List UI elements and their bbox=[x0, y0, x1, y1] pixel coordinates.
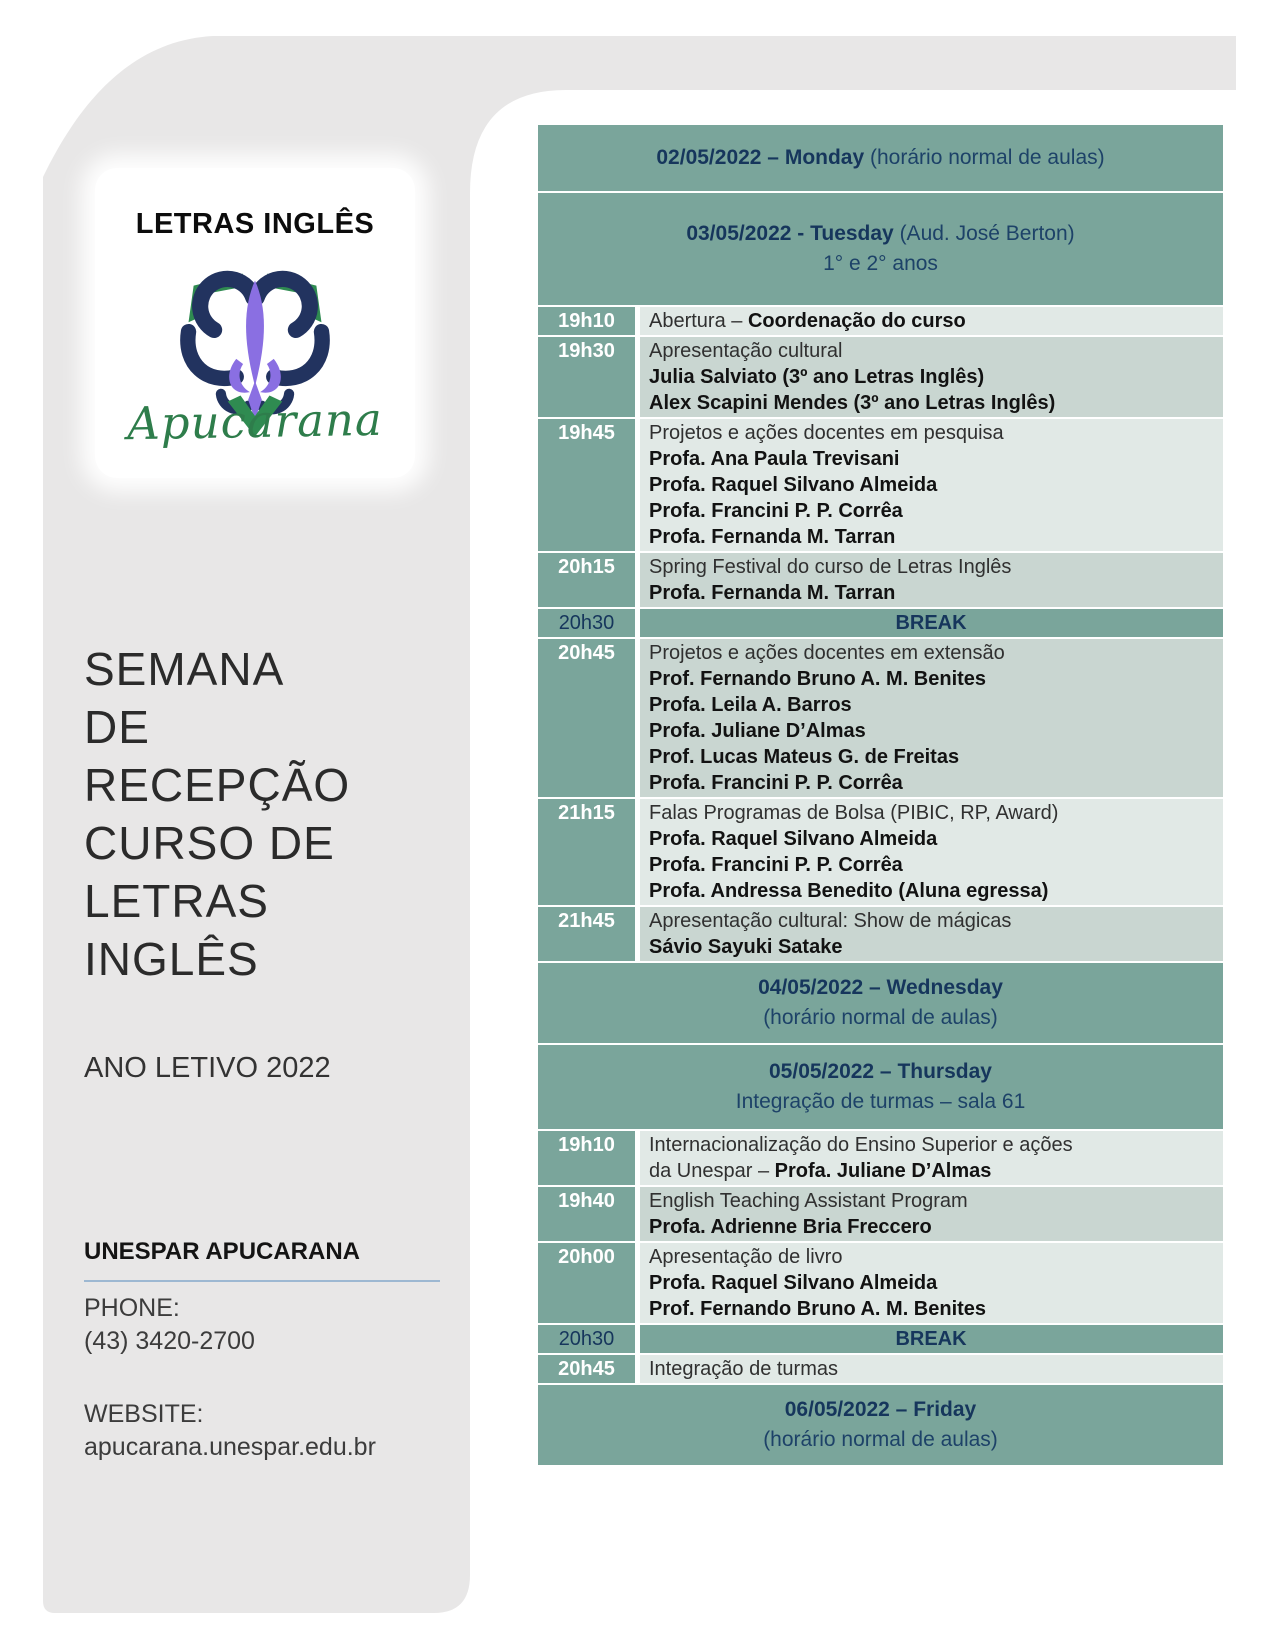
phone-block bbox=[84, 1292, 255, 1358]
row-line bbox=[649, 420, 1213, 446]
text-bold: Profa. Francini P. P. Corrêa bbox=[649, 500, 903, 522]
row-line bbox=[649, 1296, 1213, 1322]
schedule-row bbox=[538, 307, 1223, 335]
page-title bbox=[84, 640, 350, 988]
text-bold: 06/05/2022 – Friday bbox=[784, 1398, 977, 1421]
text-regular: Apresentação cultural: Show de mágicas bbox=[649, 910, 1012, 932]
text-regular: (Aud. José Berton) bbox=[893, 222, 1075, 245]
row-line bbox=[649, 498, 1213, 524]
website-url: apucarana.unespar.edu.br bbox=[84, 1433, 376, 1461]
row-line bbox=[649, 554, 1213, 580]
time-cell: 20h30 bbox=[538, 1325, 635, 1353]
row-line bbox=[649, 1132, 1213, 1158]
row-line bbox=[649, 826, 1213, 852]
text-bold: Sávio Sayuki Satake bbox=[649, 936, 843, 958]
day-header-line bbox=[763, 1425, 998, 1455]
day-header bbox=[538, 1385, 1223, 1465]
phone-label: PHONE: bbox=[84, 1294, 180, 1322]
row-line bbox=[649, 744, 1213, 770]
page-title-line: CURSO DE bbox=[84, 817, 335, 869]
schedule bbox=[538, 125, 1223, 1465]
time-cell: 21h45 bbox=[538, 907, 635, 961]
row-line bbox=[649, 1158, 1213, 1184]
row-line bbox=[649, 800, 1213, 826]
text-bold: 02/05/2022 – Monday bbox=[656, 146, 865, 169]
day-header-line bbox=[769, 1057, 992, 1087]
text-bold: Profa. Ana Paula Trevisani bbox=[649, 448, 900, 470]
text-bold: Prof. Fernando Bruno A. M. Benites bbox=[649, 668, 987, 690]
page-title-line: DE bbox=[84, 701, 150, 753]
text-regular: Integração de turmas – sala 61 bbox=[735, 1090, 1026, 1113]
text-regular: da Unespar – bbox=[649, 1160, 775, 1182]
schedule-row bbox=[538, 639, 1223, 797]
row-content bbox=[640, 419, 1223, 551]
row-line bbox=[649, 770, 1213, 796]
text-regular: Abertura – bbox=[649, 310, 748, 332]
row-line bbox=[649, 1244, 1213, 1270]
logo-script-apucarana: Apucarana bbox=[126, 392, 384, 451]
row-line bbox=[649, 364, 1213, 390]
text-regular: Projetos e ações docentes em pesquisa bbox=[649, 422, 1004, 444]
page-title-line: INGLÊS bbox=[84, 933, 259, 985]
time-cell: 20h45 bbox=[538, 1355, 635, 1383]
row-line bbox=[649, 390, 1213, 416]
schedule-row bbox=[538, 1355, 1223, 1383]
time-cell: 20h45 bbox=[538, 639, 635, 797]
day-header-line bbox=[656, 143, 1104, 173]
time-cell: 20h00 bbox=[538, 1243, 635, 1323]
time-cell: 19h40 bbox=[538, 1187, 635, 1241]
text-regular: Integração de turmas bbox=[649, 1358, 838, 1380]
text-bold: Alex Scapini Mendes (3º ano Letras Inglês) bbox=[649, 392, 1056, 414]
text-bold: Profa. Francini P. P. Corrêa bbox=[649, 854, 903, 876]
row-content bbox=[640, 337, 1223, 417]
break-row bbox=[538, 609, 1223, 637]
page-title-line: RECEPÇÃO bbox=[84, 759, 351, 811]
text-regular: 1° e 2° anos bbox=[823, 252, 938, 275]
row-line bbox=[649, 878, 1213, 904]
row-content bbox=[640, 799, 1223, 905]
text-bold: Profa. Raquel Silvano Almeida bbox=[649, 828, 938, 850]
text-bold: Profa. Fernanda M. Tarran bbox=[649, 582, 896, 604]
row-line bbox=[649, 718, 1213, 744]
text-regular: Apresentação de livro bbox=[649, 1246, 843, 1268]
time-cell: 19h10 bbox=[538, 1131, 635, 1185]
time-cell: 21h15 bbox=[538, 799, 635, 905]
row-line bbox=[649, 446, 1213, 472]
row-line bbox=[649, 852, 1213, 878]
website-block bbox=[84, 1398, 376, 1464]
time-cell: 19h10 bbox=[538, 307, 635, 335]
schedule-row bbox=[538, 419, 1223, 551]
row-content bbox=[640, 907, 1223, 961]
page-title-line: SEMANA bbox=[84, 643, 285, 695]
time-cell: 20h30 bbox=[538, 609, 635, 637]
day-header bbox=[538, 963, 1223, 1043]
text-regular: (horário normal de aulas) bbox=[763, 1428, 998, 1451]
schedule-row bbox=[538, 553, 1223, 607]
logo-title: LETRAS INGLÊS bbox=[135, 208, 375, 240]
row-content bbox=[640, 1131, 1223, 1185]
day-header-line bbox=[785, 1395, 976, 1425]
text-bold: Profa. Fernanda M. Tarran bbox=[649, 526, 896, 548]
break-row bbox=[538, 1325, 1223, 1353]
day-header bbox=[538, 1045, 1223, 1129]
text-bold: Julia Salviato (3º ano Letras Inglês) bbox=[649, 366, 985, 388]
academic-year-subtitle: ANO LETIVO 2022 bbox=[84, 1052, 331, 1084]
row-line bbox=[649, 1270, 1213, 1296]
row-content bbox=[640, 1355, 1223, 1383]
text-regular: Apresentação cultural bbox=[649, 340, 843, 362]
text-bold: Profa. Juliane D’Almas bbox=[649, 720, 866, 742]
time-cell: 19h45 bbox=[538, 419, 635, 551]
text-regular: (horário normal de aulas) bbox=[864, 146, 1105, 169]
text-bold: 04/05/2022 – Wednesday bbox=[758, 976, 1003, 999]
text-regular: Falas Programas de Bolsa (PIBIC, RP, Award) bbox=[649, 802, 1059, 824]
row-line bbox=[649, 338, 1213, 364]
row-content bbox=[640, 1243, 1223, 1323]
phone-number: (43) 3420-2700 bbox=[84, 1327, 255, 1355]
text-bold: 03/05/2022 - Tuesday bbox=[686, 222, 894, 245]
row-content bbox=[640, 307, 1223, 335]
org-name: UNESPAR APUCARANA bbox=[84, 1238, 440, 1282]
text-bold: Profa. Francini P. P. Corrêa bbox=[649, 772, 903, 794]
day-header bbox=[538, 125, 1223, 191]
schedule-row bbox=[538, 1187, 1223, 1241]
schedule-row bbox=[538, 799, 1223, 905]
text-regular: Internacionalização do Ensino Superior e ações bbox=[649, 1134, 1073, 1156]
time-cell: 20h15 bbox=[538, 553, 635, 607]
text-regular: (horário normal de aulas) bbox=[763, 1006, 998, 1029]
row-line bbox=[649, 308, 1213, 334]
text-bold: Coordenação do curso bbox=[747, 310, 966, 332]
row-line bbox=[649, 666, 1213, 692]
row-content bbox=[640, 639, 1223, 797]
row-line bbox=[649, 692, 1213, 718]
logo-card bbox=[95, 168, 415, 478]
row-line bbox=[649, 580, 1213, 606]
day-header bbox=[538, 193, 1223, 305]
row-line bbox=[649, 1188, 1213, 1214]
text-bold: Prof. Fernando Bruno A. M. Benites bbox=[649, 1298, 987, 1320]
text-bold: Profa. Raquel Silvano Almeida bbox=[649, 474, 938, 496]
schedule-row bbox=[538, 337, 1223, 417]
schedule-row bbox=[538, 907, 1223, 961]
text-bold: Profa. Andressa Benedito (Aluna egressa) bbox=[649, 880, 1049, 902]
break-label: BREAK bbox=[640, 1325, 1223, 1353]
row-line bbox=[649, 908, 1213, 934]
day-header-line bbox=[823, 249, 938, 279]
website-label: WEBSITE: bbox=[84, 1400, 204, 1428]
text-regular: English Teaching Assistant Program bbox=[649, 1190, 968, 1212]
text-bold: 05/05/2022 – Thursday bbox=[769, 1060, 992, 1083]
schedule-row bbox=[538, 1243, 1223, 1323]
row-line bbox=[649, 524, 1213, 550]
page-title-line: LETRAS bbox=[84, 875, 269, 927]
row-line bbox=[649, 1214, 1213, 1240]
row-line bbox=[649, 640, 1213, 666]
text-bold: Profa. Raquel Silvano Almeida bbox=[649, 1272, 938, 1294]
day-header-line bbox=[686, 219, 1074, 249]
row-content bbox=[640, 1187, 1223, 1241]
text-regular: Projetos e ações docentes em extensão bbox=[649, 642, 1005, 664]
row-line bbox=[649, 472, 1213, 498]
row-line bbox=[649, 1356, 1213, 1382]
time-cell: 19h30 bbox=[538, 337, 635, 417]
schedule-row bbox=[538, 1131, 1223, 1185]
day-header-line bbox=[736, 1087, 1026, 1117]
text-regular: Spring Festival do curso de Letras Inglês bbox=[649, 556, 1012, 578]
row-content bbox=[640, 553, 1223, 607]
day-header-line bbox=[763, 1003, 998, 1033]
break-label: BREAK bbox=[640, 609, 1223, 637]
row-line bbox=[649, 934, 1213, 960]
day-header-line bbox=[758, 973, 1003, 1003]
text-bold: Profa. Adrienne Bria Freccero bbox=[649, 1216, 932, 1238]
text-bold: Profa. Leila A. Barros bbox=[649, 694, 852, 716]
text-bold: Prof. Lucas Mateus G. de Freitas bbox=[649, 746, 960, 768]
text-bold: Profa. Juliane D’Almas bbox=[774, 1160, 992, 1182]
